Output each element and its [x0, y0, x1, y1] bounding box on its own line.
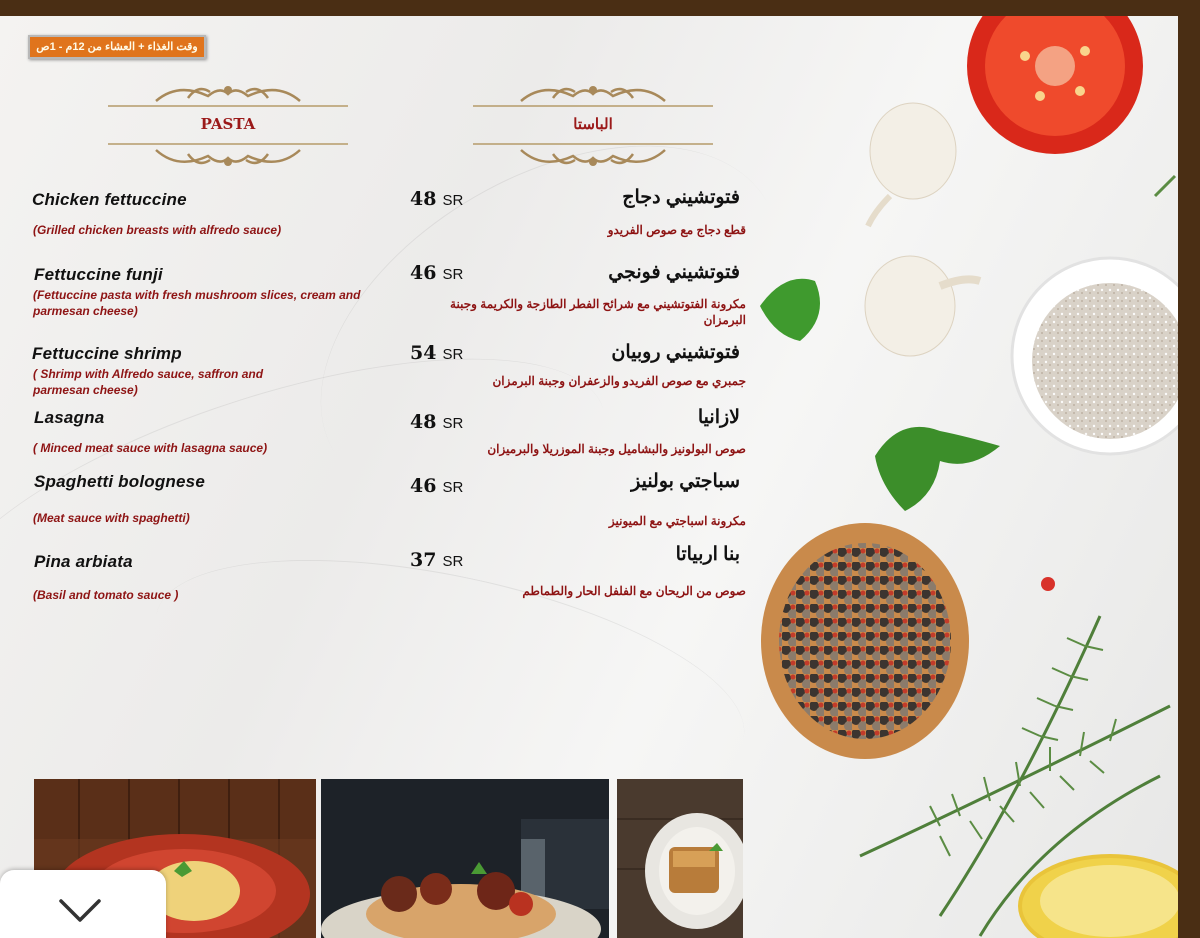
- price-value: 46: [410, 262, 437, 284]
- item-price: [410, 475, 463, 497]
- section-title-ar: الباستا: [573, 115, 613, 133]
- item-price: [410, 262, 463, 284]
- item-name-ar: فتوتشيني روبيان: [611, 342, 740, 363]
- hours-badge: وقت الغذاء + العشاء من 12م - 1ص: [28, 35, 206, 59]
- price-currency: SR: [442, 192, 464, 209]
- price-currency: SR: [442, 479, 464, 496]
- item-price: [410, 411, 463, 433]
- section-title-en: PASTA: [200, 115, 256, 133]
- price-value: 48: [410, 188, 437, 210]
- item-price: [410, 549, 463, 571]
- food-decoration: [740, 16, 1178, 938]
- price-value: 54: [410, 342, 437, 364]
- item-desc-en: (Meat sauce with spaghetti): [33, 511, 190, 525]
- item-desc-ar: مكرونة الفتوتشيني مع شرائح الفطر الطازجة والكريمة وجبنة البرمزان: [450, 297, 746, 327]
- item-name-ar: فتوتشيني فونجي: [608, 262, 740, 283]
- item-name-en: Spaghetti bolognese: [34, 472, 205, 491]
- price-value: 37: [410, 549, 437, 571]
- item-name-ar: فتوتشيني دجاج: [622, 187, 740, 208]
- item-desc-ar: جمبري مع صوص الفريدو والزعفران وجبنة البرمزان: [492, 374, 746, 388]
- price-currency: SR: [442, 266, 464, 283]
- lasagna-plate-photo: [617, 779, 743, 938]
- item-desc-en: (Basil and tomato sauce ): [33, 588, 179, 602]
- item-desc-en: (Fettuccine pasta with fresh mushroom slices, cream and parmesan cheese): [33, 288, 361, 318]
- item-desc-en: ( Minced meat sauce with lasagna sauce): [33, 441, 268, 455]
- menu-page: [0, 16, 1178, 938]
- item-desc-ar: قطع دجاج مع صوص الفريدو: [607, 223, 746, 237]
- header-ornament-en: [108, 76, 348, 180]
- item-desc-ar: صوص البولونيز والبشاميل وجبنة الموزريلا والبرميزان: [487, 442, 746, 456]
- item-name-ar: لازانيا: [697, 407, 740, 428]
- chevron-down-icon: [0, 870, 166, 938]
- frame-right-border: [1178, 0, 1200, 938]
- item-price: [410, 342, 463, 364]
- price-currency: SR: [442, 415, 464, 432]
- price-value: 46: [410, 475, 437, 497]
- item-name-en: Fettuccine shrimp: [32, 344, 182, 363]
- item-name-en: Fettuccine funji: [34, 265, 163, 284]
- item-name-en: Lasagna: [34, 408, 105, 427]
- item-name-ar: سباجتي بولنيز: [631, 471, 740, 492]
- collapse-button[interactable]: [0, 870, 166, 938]
- price-value: 48: [410, 411, 437, 433]
- item-name-ar: بنا اربياتا: [675, 544, 740, 565]
- item-price: [410, 188, 463, 210]
- spaghetti-meatballs-photo: [321, 779, 609, 938]
- item-desc-ar: صوص من الريحان مع الفلفل الحار والطماطم: [522, 584, 746, 598]
- item-desc-en: (Grilled chicken breasts with alfredo sauce): [33, 223, 282, 237]
- frame-top-border: [0, 0, 1200, 16]
- item-name-en: Pina arbiata: [34, 552, 133, 571]
- item-desc-ar: مكرونة اسباجتي مع الميونيز: [608, 514, 746, 528]
- item-desc-en: ( Shrimp with Alfredo sauce, saffron and parmesan cheese): [33, 367, 264, 397]
- item-name-en: Chicken fettuccine: [32, 190, 187, 209]
- header-ornament-ar: [473, 76, 713, 180]
- price-currency: SR: [442, 553, 464, 570]
- price-currency: SR: [442, 346, 464, 363]
